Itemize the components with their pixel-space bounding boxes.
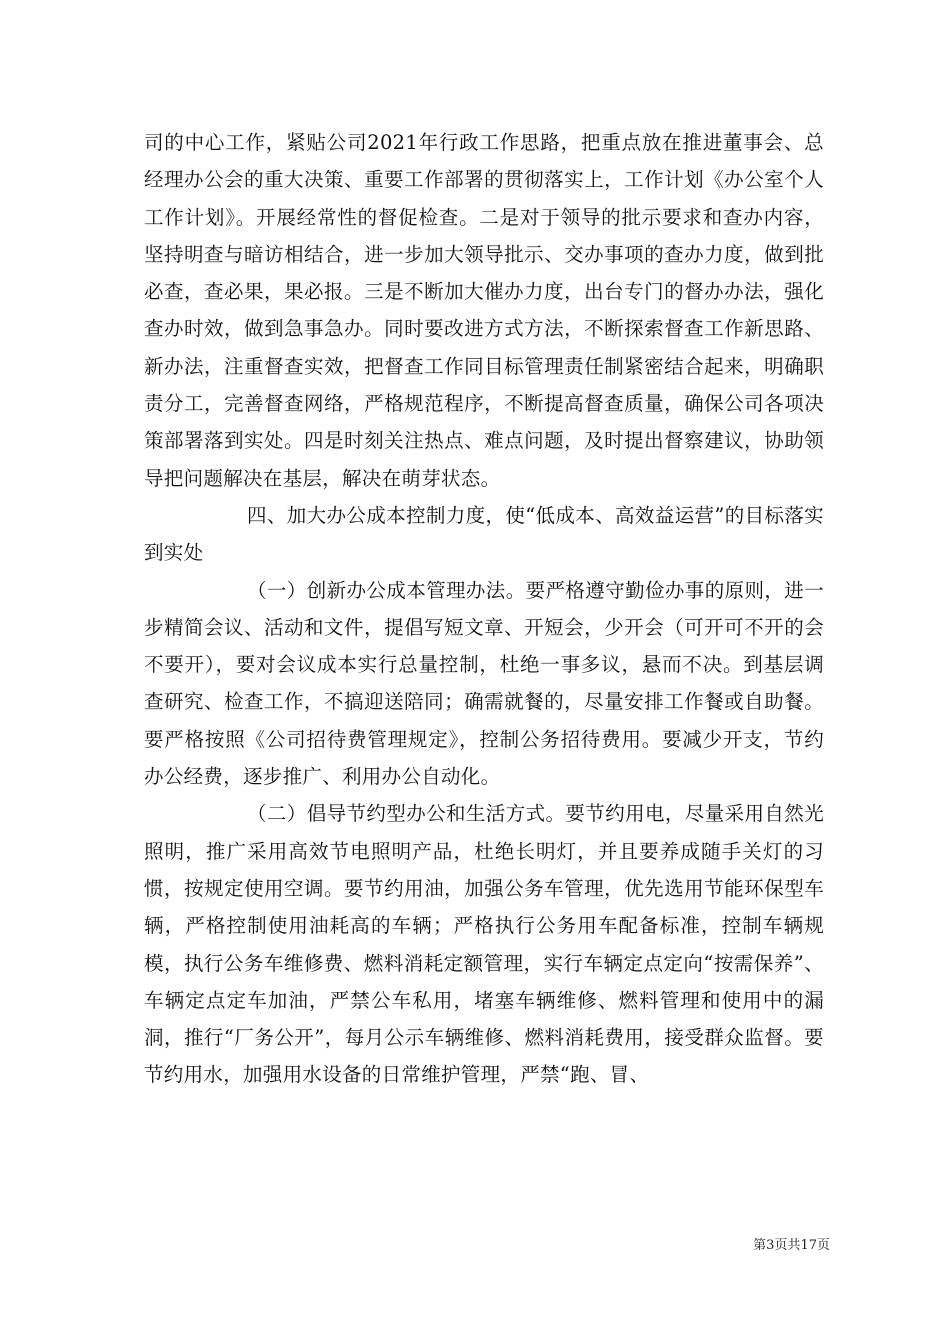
paragraph-subsection-two: （二）倡导节约型办公和生活方式。要节约用电，尽量采用自然光照明，推广采用高效节电照明产品，杜绝长明灯，并且要养成随手关灯的习惯，按规定使用空调。要节约用油，加强公务车管理，优先选用节能环保型车辆，严格控制使用油耗高的车辆；严格执行公务用车配备标准，控制车辆规模，执行公务车维修费、燃料消耗定额管理，实行车辆定点定向“按需保养”、车辆定点定车加油，严禁公车私用，堵塞车辆维修、燃料管理和使用中的漏洞，推行“厂务公开”，每月公示车辆维修、燃料消耗费用，接受群众监督。要节约用水，加强用水设备的日常维护管理，严禁“跑、冒、 xyxy=(144,802,824,1087)
section-heading-four: 四、加大办公成本控制力度，使“低成本、高效益运营”的目标落实到实处 xyxy=(144,503,824,565)
paragraph-continuation: 司的中心工作，紧贴公司2021年行政工作思路，把重点放在推进董事会、总经理办公会的重大决策、重要工作部署的贯彻落实上，工作计划《办公室个人工作计划》。开展经常性的督促检查。二是对于领导的批示要求和查办内容，坚持明查与暗访相结合，进一步加大领导批示、交办事项的查办力度，做到批必查，查必果，果必报。三是不断加大催办力度，出台专门的督办办法，强化查办时效，做到急事急办。同时要改进方式方法，不断探索督查工作新思路、新办法，注重督查实效，把督查工作同目标管理责任制紧密结合起来，明确职责分工，完善督查网络，严格规范程序，不断提高督查质量，确保公司各项决策部署落到实处。四是时刻关注热点、难点问题，及时提出督察建议，协助领导把问题解决在基层，解决在萌芽状态。 xyxy=(144,131,824,490)
paragraph-subsection-one: （一）创新办公成本管理办法。要严格遵守勤俭办事的原则，进一步精简会议、活动和文件，提倡写短文章、开短会，少开会（可开可不开的会不要开），要对会议成本实行总量控制，杜绝一事多议，悬而不决。到基层调查研究、检查工作，不搞迎送陪同；确需就餐的，尽量安排工作餐或自助餐。要严格按照《公司招待费管理规定》，控制公务招待费用。要减少开支，节约办公经费，逐步推广、利用办公自动化。 xyxy=(144,578,824,789)
document-body xyxy=(144,124,824,1094)
page-number-footer: 第3页共17页 xyxy=(753,1238,830,1253)
